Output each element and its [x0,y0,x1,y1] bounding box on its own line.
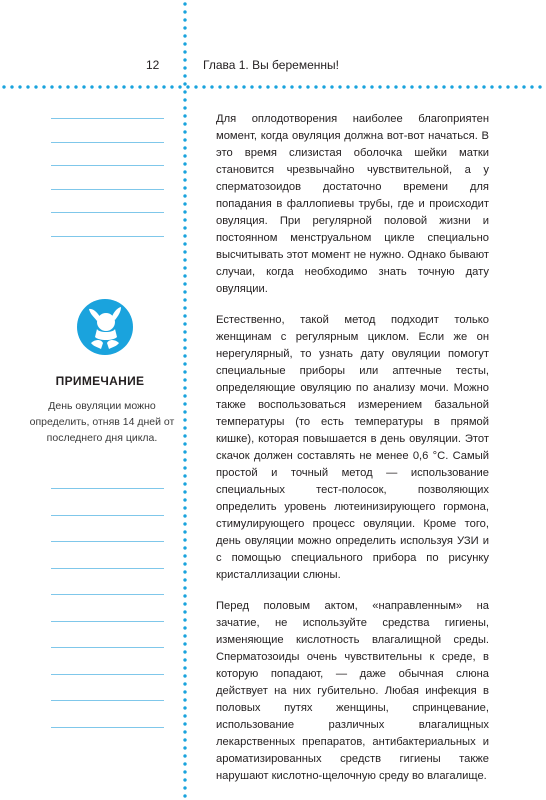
horizontal-dotted-divider [0,85,546,89]
margin-rule [51,674,164,675]
baby-silhouette-icon [75,297,135,357]
chapter-title: Глава 1. Вы беременны! [203,58,339,72]
paragraph: Для оплодотворения наиболее благоприятен момент, когда овуляция должна вот-вот начаться. В это время слизистая оболочка шейки матки становится чрезвычайно чувствительной, а у сперматозоидов достаточно времени для попадания в фаллопиевы трубы, где и происходит овуляция. При регулярной половой жизни и постоянном менструальном цикле специально высчитывать этот момент не нужно. Однако бывают случаи, когда необходимо знать точную дату овуляции. [216,113,489,295]
margin-rule [51,142,164,143]
margin-lines-top [51,118,164,259]
margin-rule [51,647,164,648]
margin-rule [51,165,164,166]
margin-rule [51,189,164,190]
margin-rule [51,118,164,119]
margin-rule [51,541,164,542]
margin-rule [51,515,164,516]
page-number: 12 [146,58,160,72]
margin-rule [51,488,164,489]
paragraph: Перед половым актом, «направленным» на зачатие, не используйте средства гигиены, изменяющие кислотность влагалищной среды. Сперматозоиды очень чувствительны к среде, в которую попадают, — даже обычная слюна действует на них губительно. Любая инфекция в половых путях женщины, спринцевание, использование различных влагалищных лекарственных препаратов, антибактериальных и ароматизированных средств гигиены также нарушают кислотно-щелочную среду во влагалище. [216,600,489,782]
margin-rule [51,236,164,237]
margin-rule [51,621,164,622]
margin-rule [51,212,164,213]
margin-lines-bottom [51,488,164,753]
margin-rule [51,727,164,728]
note-title: ПРИМЕЧАНИЕ [55,374,145,388]
paragraph: Естественно, такой метод подходит только женщинам с регулярным циклом. Если же он нерегулярный, то узнать дату овуляции помогут специальные приборы или аптечные тесты, определяющие овуляцию по анализу мочи. Можно также воспользоваться измерением базальной температуры (то есть температуры в прямой кишке), которая повышается в день овуляции. Этот скачок должен составлять не менее 0,6 °С. Самый простой и точный метод — использование специальных тест-полосок, позволяющих определить уровень лютеинизирующего гормона, стимулирующего процесс овуляции. Кроме того, день овуляции можно определить используя УЗИ и с помощью специального прибора по рисунку кристаллизации слюны. [216,314,489,581]
margin-rule [51,700,164,701]
margin-rule [51,594,164,595]
body-text [216,111,489,799]
note-text: День овуляции можно определить, отняв 14 дней от последнего дня цикла. [29,400,175,444]
margin-rule [51,568,164,569]
